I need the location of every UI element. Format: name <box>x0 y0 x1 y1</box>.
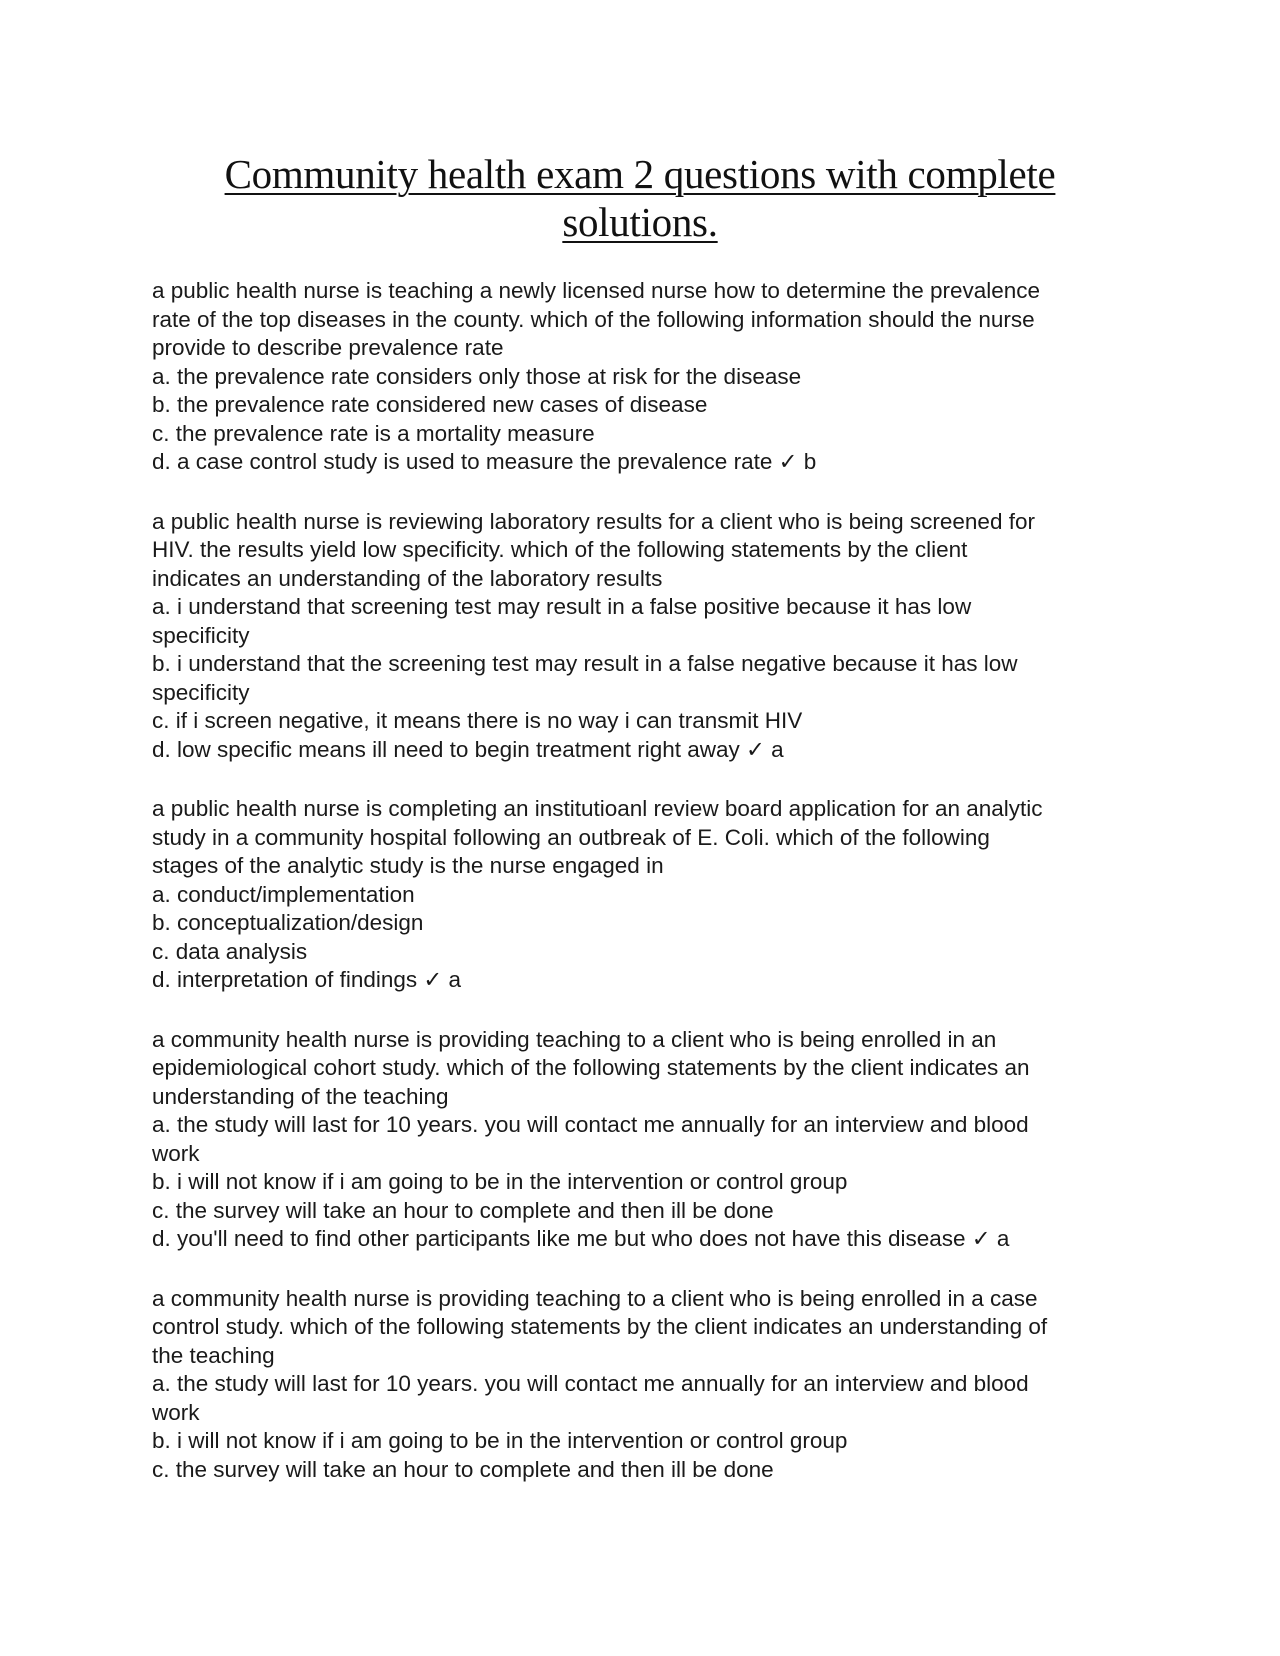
question-block <box>152 1285 1132 1485</box>
answer-option-with-key: d. interpretation of findings ✓ a <box>152 967 462 992</box>
answer-option: c. the prevalence rate is a mortality measure <box>152 420 595 446</box>
question-stem-line: stages of the analytic study is the nurse engaged in <box>152 853 664 878</box>
answer-option: c. data analysis <box>152 938 308 964</box>
answer-option-with-key: d. low specific means ill need to begin treatment right away ✓ a <box>152 736 784 762</box>
question-stem-line: indicates an understanding of the laboratory results <box>152 565 663 591</box>
answer-option-continuation: work <box>152 1140 200 1166</box>
question-stem-line: epidemiological cohort study. which of the following statements by the client indicates an <box>152 1055 1030 1080</box>
answer-option: b. i will not know if i am going to be in the intervention or control group <box>152 1428 848 1453</box>
question-stem-line: provide to describe prevalence rate <box>152 335 504 360</box>
question-list <box>152 277 1132 1484</box>
answer-option: a. the study will last for 10 years. you will contact me annually for an interview and blood <box>152 1371 1029 1396</box>
question-stem-line: control study. which of the following statements by the client indicates an understanding of <box>152 1314 1048 1339</box>
answer-option-continuation: work <box>152 1399 200 1425</box>
question-block <box>152 1026 1132 1254</box>
answer-option-continuation: specificity <box>152 679 250 705</box>
answer-option: b. the prevalence rate considered new cases of disease <box>152 392 708 417</box>
question-block <box>152 508 1132 765</box>
question-stem-line: a community health nurse is providing teaching to a client who is being enrolled in a case <box>152 1285 1038 1311</box>
answer-option-continuation: specificity <box>152 622 250 648</box>
answer-option-with-key: d. you'll need to find other participants like me but who does not have this disease ✓ a <box>152 1226 1010 1251</box>
question-stem-line: a public health nurse is completing an institutioanl review board application for an analytic <box>152 796 1043 821</box>
answer-option: a. the study will last for 10 years. you will contact me annually for an interview and blood <box>152 1112 1029 1137</box>
answer-option: b. i will not know if i am going to be in the intervention or control group <box>152 1169 848 1194</box>
answer-option: a. the prevalence rate considers only those at risk for the disease <box>152 363 802 389</box>
question-stem-line: a public health nurse is reviewing laboratory results for a client who is being screened for <box>152 508 1035 534</box>
answer-option: c. if i screen negative, it means there is no way i can transmit HIV <box>152 708 803 733</box>
question-stem-line: study in a community hospital following an outbreak of E. Coli. which of the following <box>152 824 990 850</box>
document-title <box>150 150 1130 246</box>
question-stem-line: rate of the top diseases in the county. which of the following information should the nurse <box>152 306 1035 332</box>
answer-option-with-key: d. a case control study is used to measure the prevalence rate ✓ b <box>152 449 817 474</box>
title-line-2: solutions. <box>562 199 718 245</box>
answer-option: c. the survey will take an hour to complete and then ill be done <box>152 1197 774 1223</box>
answer-option: b. i understand that the screening test may result in a false negative because it has low <box>152 651 1018 676</box>
question-stem-line: HIV. the results yield low specificity. which of the following statements by the client <box>152 537 968 562</box>
question-block <box>152 795 1132 995</box>
question-stem-line: understanding of the teaching <box>152 1083 449 1109</box>
title-line-1: Community health exam 2 questions with complete <box>224 151 1056 197</box>
question-stem-line: a community health nurse is providing teaching to a client who is being enrolled in an <box>152 1026 997 1052</box>
answer-option: a. i understand that screening test may result in a false positive because it has low <box>152 594 972 619</box>
question-stem-line: the teaching <box>152 1342 275 1368</box>
question-stem-line: a public health nurse is teaching a newly licensed nurse how to determine the prevalence <box>152 278 1041 303</box>
answer-option: c. the survey will take an hour to complete and then ill be done <box>152 1456 774 1482</box>
answer-option: a. conduct/implementation <box>152 881 415 907</box>
question-block <box>152 277 1132 477</box>
answer-option: b. conceptualization/design <box>152 910 424 935</box>
